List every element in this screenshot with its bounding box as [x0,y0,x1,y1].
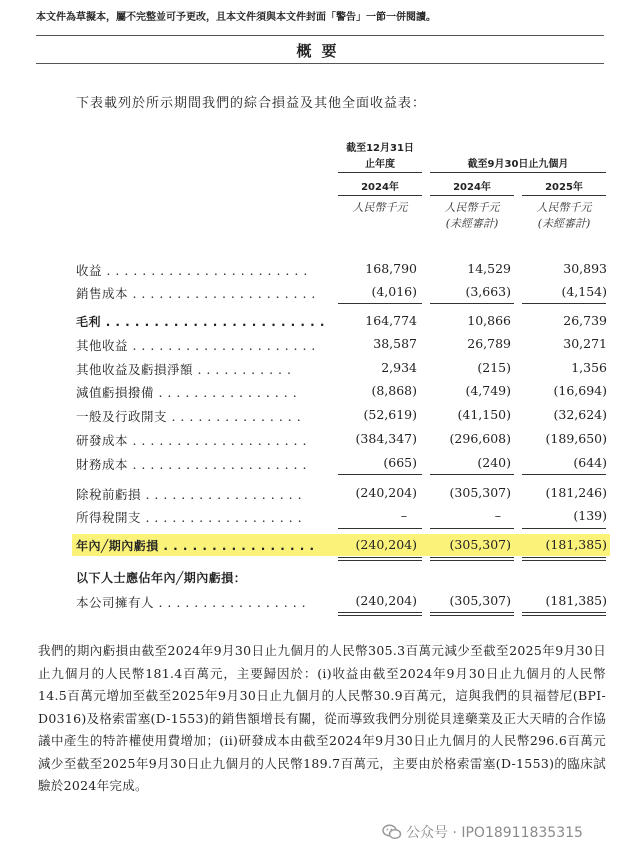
rule [338,528,422,529]
table-row: 所得稅開支 . . . . . . . . . . . . . . . . . . – – (139) [76,508,607,525]
rule [338,557,422,558]
col-unit-2: 人民幣千元 (未經審計) [444,201,500,230]
rule [430,195,514,196]
rule [522,474,606,475]
col-group1-line1: 截至12月31日 [346,143,414,154]
table-row: 其他收益 . . . . . . . . . . . . . . . . . . . . . 38,587 26,789 30,271 [76,336,607,353]
col-group2-title: 截至9月30日止九個月 [467,159,569,170]
table-row: 銷售成本 . . . . . . . . . . . . . . . . . . . . . (4,016) (3,663) (4,154) [76,284,607,301]
rule [338,172,422,173]
table-row: 減值虧損撥備 . . . . . . . . . . . . . . . . (8,868) (4,749) (16,694) [76,383,607,400]
col-year-3: 2025年 [545,182,583,193]
explanation-paragraph: 我們的期內虧損由截至2024年9月30日止九個月的人民幣305.3百萬元減少至截至2025年9月30日止九個月的人民幣181.4百萬元，主要歸因於：(i)收益由截至2024年9月30日止九個月的人民幣14.5百萬元增加至截至2025年9月30日止九個月的人民幣30.9百萬元，這與我們的貝福替尼(BPI-D0316)及格索雷塞(D-1553)的銷售額增長有關，從而導致我們分別從貝達藥業及正大天晴的合作協議中產生的特許權使用費增加；(ii)研發成本由截至2024年9月30日止九個月的人民幣296.6百萬元減少至截至2025年9月30日止九個月的人民幣189.7百萬元，主要由於格索雷塞(D-1553)的臨床試驗於2024年完成。 [38,643,606,793]
rule [430,303,514,304]
table-row: 一般及行政開支 . . . . . . . . . . . . . . . (52,619) (41,150) (32,624) [76,407,607,424]
rule [338,303,422,304]
rule [522,615,606,616]
rule [338,612,422,613]
title-rule-bottom [36,63,604,64]
table-row: 收益 . . . . . . . . . . . . . . . . . . . . . . . 168,790 14,529 30,893 [76,261,607,278]
table-row: 研發成本 . . . . . . . . . . . . . . . . . . . . (384,347) (296,608) (189,650) [76,431,607,448]
rule [338,474,422,475]
rule [522,195,606,196]
rule [338,615,422,616]
table-row: 年內╱期內虧損 . . . . . . . . . . . . . . . . (240,204) (305,307) (181,385) [76,537,607,553]
rule [522,612,606,613]
col-unit-1: 人民幣千元 [352,201,408,214]
rule [522,557,606,558]
table-row: 其他收益及虧損淨額 . . . . . . . . . . . 2,934 (215) 1,356 [76,360,607,377]
col-group1-line2: 止年度 [365,159,395,170]
table-row: 本公司擁有人 . . . . . . . . . . . . . . . . . (240,204) (305,307) (181,385) [76,593,607,610]
title-rule-top [36,35,604,36]
section-title: 概要 [296,42,347,60]
col-unit-3: 人民幣千元 (未經審計) [536,201,592,230]
table-row: 除稅前虧損 . . . . . . . . . . . . . . . . . . (240,204) (305,307) (181,246) [76,485,607,502]
wechat-icon [382,824,402,840]
table-row: 以下人士應佔年內╱期內虧損： [76,571,247,585]
rule [522,560,606,561]
rule [430,474,514,475]
col-year-2: 2024年 [453,182,491,193]
rule [522,528,606,529]
col-year-1: 2024年 [361,182,399,193]
rule [338,195,422,196]
intro-text: 下表載列於所示期間我們的綜合損益及其他全面收益表： [76,96,427,111]
rule [430,615,514,616]
rule [430,528,514,529]
rule [338,560,422,561]
rule [430,557,514,558]
rule [430,172,606,173]
rule [522,303,606,304]
draft-notice: 本文件為草擬本，屬不完整並可予更改，且本文件須與本文件封面「警告」一節一併閱讀。 [36,12,436,23]
rule [430,612,514,613]
rule [430,560,514,561]
table-row: 財務成本 . . . . . . . . . . . . . . . . . . . . (665) (240) (644) [76,455,607,472]
watermark: 公众号 · IPO18911835315 [382,822,583,842]
table-row: 毛利 . . . . . . . . . . . . . . . . . . . . . . . 164,774 10,866 26,739 [76,313,607,329]
